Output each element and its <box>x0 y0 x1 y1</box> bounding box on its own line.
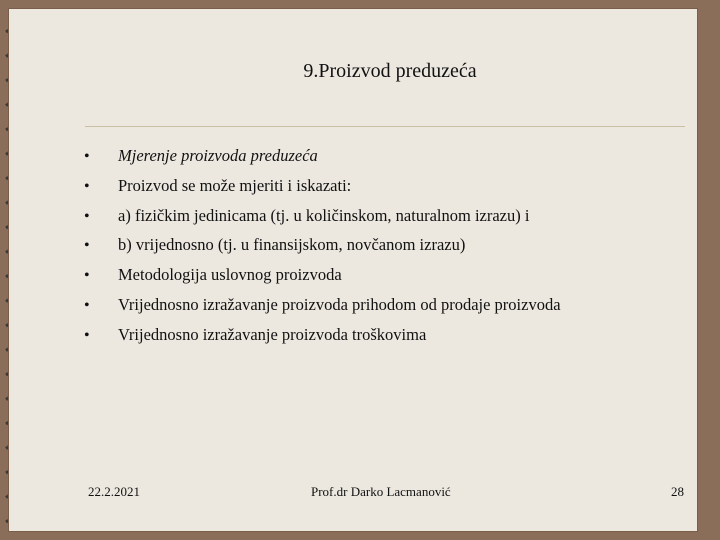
bullet-item <box>84 291 561 321</box>
bullet-dot: • <box>84 177 90 195</box>
bullet-dot: • <box>84 267 90 285</box>
footer-date: 22.2.2021 <box>88 484 140 499</box>
bullet-item <box>84 142 561 172</box>
bullet-list <box>84 142 561 351</box>
bullet-text: Proizvod se može mjeriti i iskazati: <box>118 175 352 195</box>
bullet-dot: • <box>84 296 90 314</box>
bullet-text: b) vrijednosno (tj. u finansijskom, novčanom izrazu) <box>118 235 466 255</box>
bullet-dot: • <box>84 326 90 344</box>
bullet-item <box>84 202 561 232</box>
bullet-text: Mjerenje proizvoda preduzeća <box>118 146 318 165</box>
bullet-text: a) fizičkim jedinicama (tj. u količinskom, naturalnom izrazu) i <box>118 205 530 225</box>
bullet-dot: • <box>84 207 90 225</box>
bullet-item <box>84 231 561 261</box>
bullet-item <box>84 321 561 351</box>
bullet-item <box>84 261 561 291</box>
bullet-dot: • <box>84 148 90 165</box>
bullet-text: Vrijednosno izražavanje proizvoda troškovima <box>118 324 427 344</box>
footer-author: Prof.dr Darko Lacmanović <box>311 484 451 499</box>
bullet-text: Vrijednosno izražavanje proizvoda prihodom od prodaje proizvoda <box>118 294 561 314</box>
bullet-dot: • <box>84 237 90 255</box>
footer-page-number: 28 <box>671 484 684 499</box>
title-divider <box>85 126 685 127</box>
slide-title: 9.Proizvod preduzeća <box>303 60 477 82</box>
bullet-text: Metodologija uslovnog proizvoda <box>118 265 342 285</box>
bullet-item <box>84 172 561 202</box>
